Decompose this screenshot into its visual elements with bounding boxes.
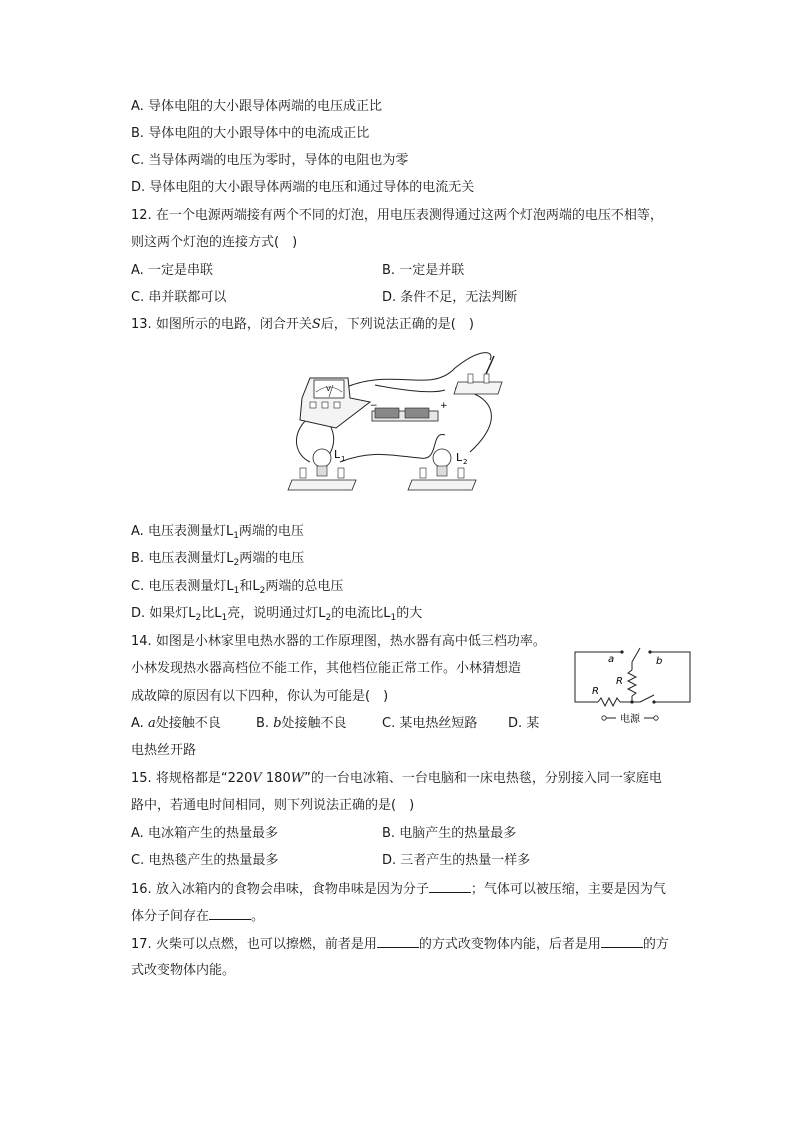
svg-text:−: − — [370, 401, 378, 411]
svg-text:V: V — [326, 385, 331, 393]
svg-text:R: R — [592, 686, 599, 697]
q14-option-d: D. 某 — [508, 716, 540, 731]
q16-stem-line2: 体分子间存在 。 — [131, 909, 265, 924]
svg-text:a: a — [608, 654, 615, 665]
answer-blank[interactable] — [377, 936, 419, 948]
q11-option-c: C. 当导体两端的电压为零时，导体的电阻也为零 — [131, 153, 409, 168]
q15-stem-line2: 路中，若通电时间相同，则下列说法正确的是( ) — [131, 798, 415, 813]
q12-option-d: D. 条件不足，无法判断 — [382, 290, 518, 305]
switch-icon — [454, 356, 502, 394]
q12-option-b: B. 一定是并联 — [382, 263, 465, 278]
q13-circuit-figure — [280, 340, 520, 500]
q15-option-d: D. 三者产生的热量一样多 — [382, 853, 531, 868]
answer-blank[interactable] — [209, 908, 251, 920]
q17-stem-line1: 17. 火柴可以点燃，也可以擦燃，前者是用 的方式改变物体内能，后者是用 的方 — [131, 937, 669, 952]
q14-stem-line1: 14. 如图是小林家里电热水器的工作原理图，热水器有高中低三档功率。 — [131, 634, 546, 649]
q15-option-c: C. 电热毯产生的热量最多 — [131, 853, 279, 868]
svg-text:电源: 电源 — [620, 714, 640, 725]
q15-option-a: A. 电冰箱产生的热量最多 — [131, 826, 278, 841]
q14-stem-line3: 成故障的原因有以下四种，你认为可能是( ) — [131, 689, 389, 704]
q13-option-d: D. 如果灯$L_2$比$L_1$亮，说明通过灯$L_2$的电流比$L_1$的大 — [131, 606, 423, 623]
voltmeter-icon — [300, 378, 370, 428]
svg-text:b: b — [656, 656, 663, 667]
svg-text:R: R — [616, 676, 623, 687]
svg-text:L: L — [456, 451, 463, 464]
answer-blank[interactable] — [601, 936, 643, 948]
battery-icon — [370, 401, 448, 421]
q17-stem-line2: 式改变物体内能。 — [131, 963, 236, 978]
q11-option-d: D. 导体电阻的大小跟导体两端的电压和通过导体的电流无关 — [131, 180, 475, 195]
svg-text:2: 2 — [463, 458, 468, 466]
q14-option-a: A. a处接触不良 — [131, 716, 221, 731]
q14-stem-line5: 电热丝开路 — [131, 743, 197, 758]
q14-heater-circuit-figure — [570, 640, 695, 730]
lamp-l2-icon — [408, 449, 476, 490]
lamp-l1-icon — [288, 448, 356, 490]
q14-option-c: C. 某电热丝短路 — [382, 716, 478, 731]
q13-option-a: A. 电压表测量灯$L_1$两端的电压 — [131, 524, 304, 541]
q13-option-c: C. 电压表测量灯$L_1$和$L_2$两端的总电压 — [131, 579, 344, 596]
q15-stem-line1: 15. 将规格都是“220V 180W”的一台电冰箱、一台电脑和一床电热毯，分别接入同一家庭电 — [131, 771, 662, 786]
q11-option-a: A. 导体电阻的大小跟导体两端的电压成正比 — [131, 99, 382, 114]
svg-text:L: L — [334, 448, 341, 461]
q16-stem-line1: 16. 放入冰箱内的食物会串味，食物串味是因为分子 ；气体可以被压缩，主要是因为气 — [131, 882, 666, 897]
q13-option-b: B. 电压表测量灯$L_2$两端的电压 — [131, 551, 305, 568]
q12-stem-line2: 则这两个灯泡的连接方式( ) — [131, 235, 298, 250]
svg-text:1: 1 — [341, 455, 346, 463]
q12-option-c: C. 串并联都可以 — [131, 290, 227, 305]
answer-blank[interactable] — [429, 881, 471, 893]
q11-option-b: B. 导体电阻的大小跟导体中的电流成正比 — [131, 126, 370, 141]
q12-stem-line1: 12. 在一个电源两端接有两个不同的灯泡，用电压表测得通过这两个灯泡两端的电压不相等， — [131, 208, 663, 223]
q14-option-b: B. b处接触不良 — [256, 716, 347, 731]
svg-text:+: + — [440, 401, 448, 411]
q12-option-a: A. 一定是串联 — [131, 263, 213, 278]
q14-stem-line2: 小林发现热水器高档位不能工作，其他档位能正常工作。小林猜想造 — [131, 661, 522, 676]
q15-option-b: B. 电脑产生的热量最多 — [382, 826, 517, 841]
q13-stem: 13. 如图所示的电路，闭合开关S后，下列说法正确的是( ) — [131, 317, 474, 332]
